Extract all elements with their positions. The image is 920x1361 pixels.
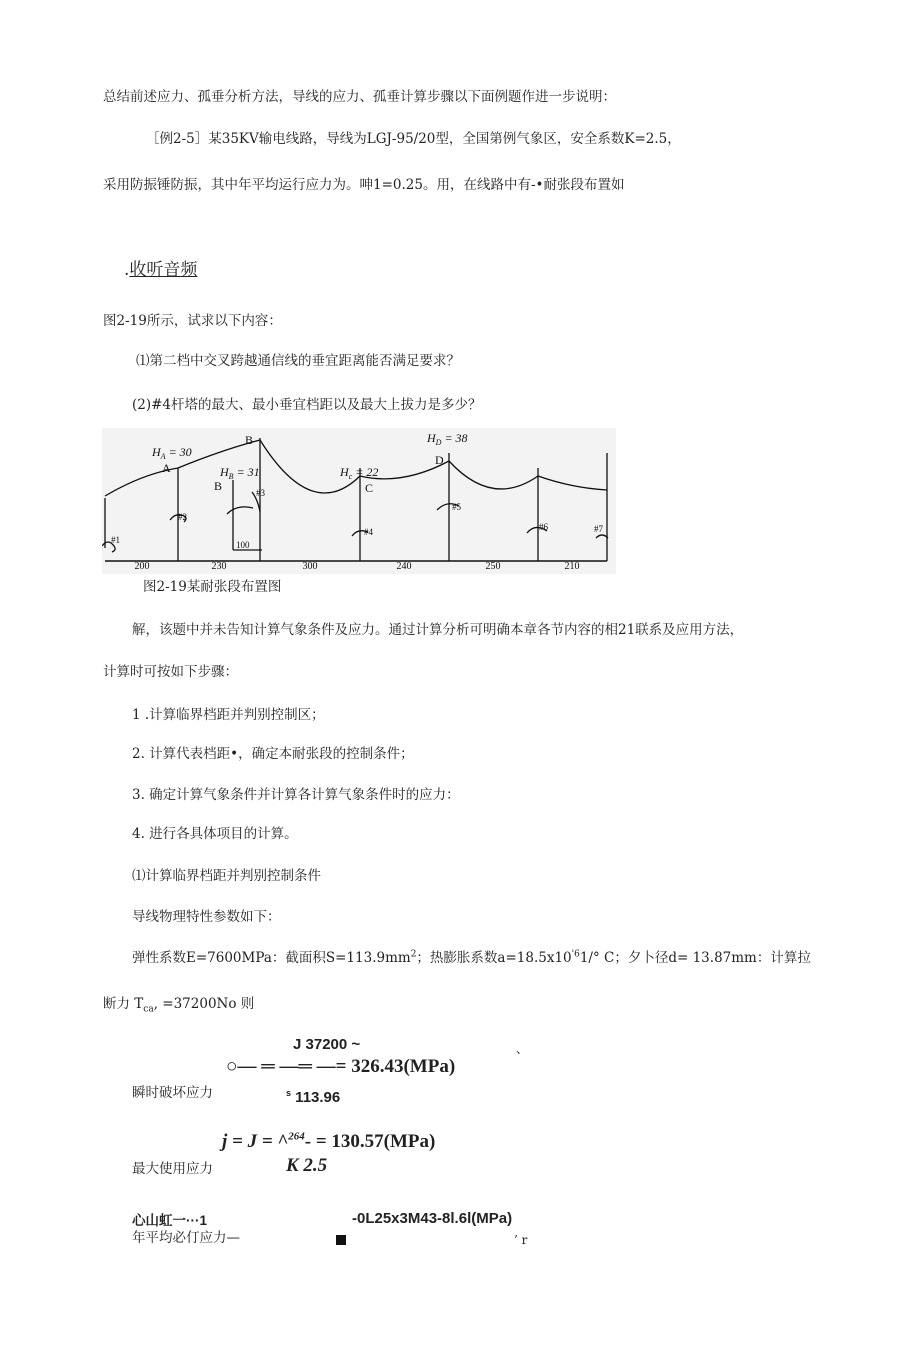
- tension-section-diagram: [102, 428, 616, 574]
- span-label-210: 210: [564, 561, 580, 572]
- label-D: D: [435, 453, 444, 467]
- tower-label-4: #4: [364, 527, 373, 537]
- tower-label-2: #2: [178, 512, 187, 522]
- step-4: 4. 进行各具体项目的计算。: [132, 826, 298, 842]
- solution-intro: 解，该题中并未告知计算气象条件及应力。通过计算分析可明确本章各节内容的相21联系及应用方法，: [132, 622, 744, 638]
- label-C: C: [365, 481, 374, 495]
- label-100: 100: [236, 540, 250, 550]
- heading-prefix: .: [124, 260, 130, 280]
- figure-caption: 图2-19某耐张段布置图: [143, 579, 282, 595]
- eq3-square: [336, 1232, 346, 1250]
- tower-label-7: #7: [594, 524, 603, 534]
- paragraph-example-cont: 采用防振锤防振，其中年平均运行应力为。呻1=0.25。用，在线路中有-•耐张段布置如: [103, 177, 625, 193]
- span-label-300: 300: [302, 561, 318, 572]
- label-HA: $H_A = 30$: [152, 445, 192, 461]
- eq2-denominator: K 2.5: [286, 1155, 328, 1176]
- question-1: ⑴第二档中交叉跨越通信线的垂宜距离能否满足要求？: [136, 353, 460, 369]
- label-HD: $H_D = 38$: [427, 431, 468, 447]
- eq1-tick: 、: [516, 1042, 529, 1056]
- paragraph-example: ［例2-5］某35KV输电线路，导线为LGJ-95/20型，全国第例气象区，安全系数K=2.5，: [146, 131, 681, 147]
- eq3-right: -0L25x3M43-8l.6l(MPa): [352, 1210, 513, 1227]
- tower-label-3: #3: [256, 488, 265, 498]
- tower-label-5: #5: [452, 502, 461, 512]
- filled-square-icon: [336, 1235, 346, 1245]
- span-label-250: 250: [485, 561, 501, 572]
- step-2: 2. 计算代表档距•，确定本耐张段的控制条件；: [132, 746, 414, 762]
- eq1-numerator: J 37200 ~: [293, 1036, 361, 1053]
- label-HB: $H_B = 31$: [220, 465, 260, 481]
- eq3-tail: ’ r: [514, 1233, 528, 1247]
- question-2: (2)#4杆塔的最大、最小垂宜档距以及最大上拔力是多少？: [132, 397, 482, 413]
- label-B2: B: [214, 479, 223, 493]
- physical-params-intro: 导线物理特性参数如下：: [132, 909, 281, 925]
- label-B: B: [245, 433, 254, 447]
- eq3-label: 年平均必仃应力—: [132, 1230, 240, 1246]
- span-label-240: 240: [396, 561, 412, 572]
- eq1-main: ○— ═ —═ —= 326.43(MPa): [226, 1056, 456, 1077]
- breaking-force: 断力 $T_{ca}$, =37200No 则: [103, 996, 255, 1015]
- listen-audio-link[interactable]: 收听音频: [129, 260, 198, 280]
- eq2-main: j = J = ^$^{264}$- = 130.57(MPa): [222, 1130, 436, 1152]
- tower-label-6: #6: [539, 522, 548, 532]
- step-3: 3. 确定计算气象条件并计算各计算气象条件时的应力：: [132, 787, 460, 803]
- span-label-200: 200: [134, 561, 150, 572]
- eq3-left: 心山虹一···1: [132, 1213, 207, 1228]
- eq2-label: 最大使用应力: [132, 1161, 213, 1177]
- eq1-denominator: $^s$ 113.96: [286, 1088, 341, 1106]
- audio-heading[interactable]: [124, 261, 197, 279]
- paragraph-intro: 总结前述应力、孤垂分析方法，导线的应力、孤垂计算步骤以下面例题作进一步说明：: [103, 89, 616, 105]
- paragraph-figure-ref: 图2-19所示，试求以下内容：: [103, 313, 282, 329]
- span-label-230: 230: [211, 561, 227, 572]
- step-1: 1 .计算临界档距并判别控制区；: [132, 707, 325, 723]
- label-HC: $H_c = 22$: [340, 465, 379, 481]
- solution-intro-cont: 计算时可按如下步骤：: [103, 664, 238, 680]
- physical-params: 弹性系数E=7600MPa：截面积$S=113.9mm^2$；热膨胀系数$a=18.5x10^{'6}1/^\circ$ C；夕卜径d= 13.87mm：计算拉: [132, 949, 811, 966]
- subsection-title: ⑴计算临界档距并判别控制条件: [132, 868, 321, 884]
- eq1-label: 瞬时破坏应力: [132, 1085, 213, 1101]
- label-A: A: [162, 461, 171, 475]
- tower-label-1: #1: [111, 535, 120, 545]
